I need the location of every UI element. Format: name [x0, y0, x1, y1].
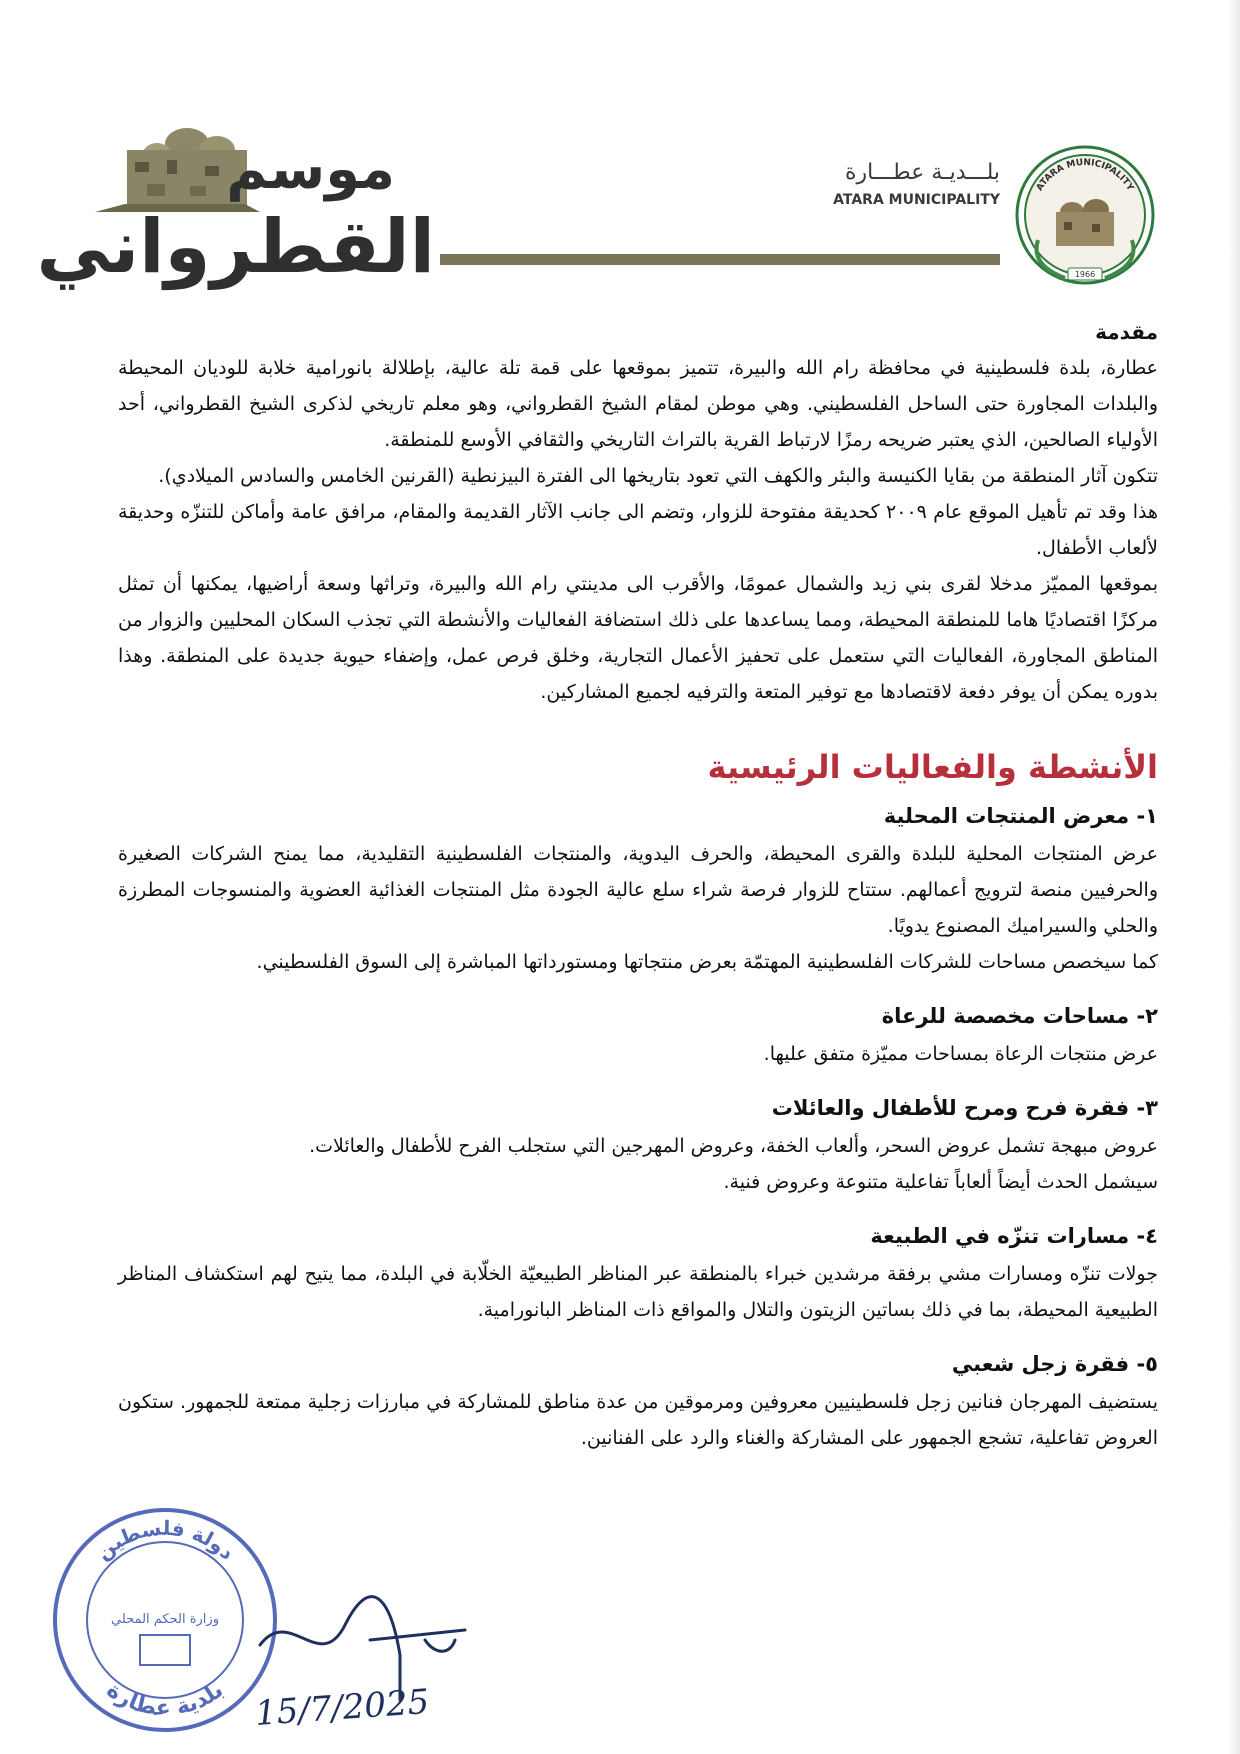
activity-nature-trails: [118, 1220, 1158, 1328]
municipality-emblem: [1010, 140, 1160, 290]
svg-text:بلدية عطارة: [102, 1678, 228, 1721]
activity-paragraph: يستضيف المهرجان فنانين زجل فلسطينيين معروفين ومرموقين من عدة مناطق للمشاركة في مبارزات زجلية ممتعة للجمهور. ستكون العروض تفاعلية، تشجع الجمهور على المشاركة والغناء والرد على الفنانين.: [118, 1391, 1158, 1450]
intro-paragraph: عطارة، بلدة فلسطينية في محافظة رام الله والبيرة، تتميز بموقعها على قمة تلة عالية، بإطلالة بانورامية خلابة للوديان المحيطة والبلدات المجاورة حتى الساحل الفلسطيني. وهي موطن لمقام الشيخ القطرواني، وهو معلم تاريخي لذكرى الشيخ القطرواني، أحد الأولياء الصالحين، الذي يعتبر ضريحه رمزًا لارتباط القرية بالتراث التاريخي والثقافي الأوسع للمنطقة.: [118, 357, 1158, 451]
activity-title: ٣- فقرة فرح ومرح للأطفال والعائلات: [771, 1096, 1158, 1121]
document-body: [118, 320, 1158, 1476]
activity-paragraph: عروض مبهجة تشمل عروض السحر، وألعاب الخفة، وعروض المهرجين التي ستجلب الفرح للأطفال والعائلات.: [309, 1135, 1158, 1158]
stamp-bottom-text: بلدية عطارة: [101, 1677, 229, 1722]
intro-paragraph: تتكون آثار المنطقة من بقايا الكنيسة والبئر والكهف التي تعود بتاريخها الى الفترة البيزنطية (القرنين الخامس والسادس الميلادي).: [158, 465, 1158, 487]
festival-logo-line1: موسم: [226, 137, 395, 202]
activity-title: ٤- مسارات تنزّه في الطبيعة: [870, 1224, 1158, 1249]
stamp-top-text: دولة فلسطين: [91, 1515, 240, 1565]
page-edge-shadow: [1228, 0, 1240, 1754]
intro-section: [118, 320, 1158, 710]
emblem-shrine-icon: [1056, 199, 1114, 246]
activity-title: ٢- مساحات مخصصة للرعاة: [881, 1004, 1158, 1029]
activity-paragraph: سيشمل الحدث أيضاً ألعاباً تفاعلية متنوعة وعروض فنية.: [723, 1171, 1158, 1194]
activity-kids-families: [118, 1092, 1158, 1200]
municipality-name-en: ATARA MUNICIPALITY: [833, 192, 1000, 209]
activity-paragraph: كما سيخصص مساحات للشركات الفلسطينية المهتمّة بعرض منتجاتها ومستورداتها المباشرة إلى السوق الفلسطيني.: [256, 951, 1158, 974]
activity-folk-zajal: [118, 1348, 1158, 1456]
activity-title: ٥- فقرة زجل شعبي: [951, 1352, 1158, 1377]
intro-title: مقدمة: [1095, 320, 1158, 344]
activity-local-products: [118, 800, 1158, 980]
activity-paragraph: جولات تنزّه ومسارات مشي برفقة مرشدين خبراء بالمنطقة عبر المناظر الطبيعيّة الخلّابة في البلدة، مما يتيح لهم استكشاف المناظر الطبيعية المحيطة، بما في ذلك بساتين الزيتون والتلال والمواقع ذات المناظر البانورامية.: [118, 1263, 1158, 1322]
emblem-year: 1966: [1074, 270, 1096, 279]
festival-logo-line2: القطرواني: [36, 204, 435, 290]
stamp-emblem-icon: [140, 1635, 190, 1665]
municipality-name: [790, 160, 1000, 208]
header-rule: [440, 254, 1000, 265]
emblem-ring-text: ATARA MUNICIPALITY: [1034, 157, 1136, 193]
municipality-name-ar: بلـــديـة عطـــارة: [844, 160, 1000, 185]
activity-paragraph: عرض منتجات الرعاة بمساحات مميّزة متفق عليها.: [763, 1043, 1158, 1066]
stamp-inner-text: وزارة الحكم المحلي: [111, 1612, 219, 1627]
activity-paragraph: عرض المنتجات المحلية للبلدة والقرى المحيطة، والحرف اليدوية، والمنتجات الفلسطينية التقليدية، مما يمنح الشركات الصغيرة والحرفيين منصة لترويج أعمالهم. ستتاح للزوار فرصة شراء سلع عالية الجودة مثل المنتجات الغذائية العضوية والمنسوجات المطرزة والحلي والسيراميك المصنوع يدويًا.: [118, 843, 1158, 938]
intro-paragraph: بموقعها المميّز مدخلا لقرى بني زيد والشمال عمومًا، والأقرب الى مدينتي رام الله والبيرة، وتراثها وسعة أراضيها، يمكنها أن تمثل مركزًا اقتصاديًا هاما للمنطقة المحيطة، ومما يساعدها على ذلك استضافة الفعاليات والأنشطة التي تجذب السكان المحليين والزوار من المناطق المجاورة، الفعاليات التي ستعمل على تحفيز الأعمال التجارية، وخلق فرص عمل، وإضفاء حيوية جديدة على المنطقة. وهذا بدوره يمكن أن يوفر دفعة لاقتصادها مع توفير المتعة والترفيه لجميع المشاركين.: [118, 573, 1158, 703]
intro-paragraph: هذا وقد تم تأهيل الموقع عام ٢٠٠٩ كحديقة مفتوحة للزوار، وتضم الى جانب الآثار القديمة والمقام، مرافق عامة وأماكن للتنزّه وحديقة لألعاب الأطفال.: [118, 501, 1158, 559]
festival-logo: [36, 100, 455, 300]
signature-date: 15/7/2025: [253, 1681, 431, 1735]
activities-title: الأنشطة والفعاليات الرئيسية: [707, 748, 1158, 786]
activity-sponsor-spaces: [118, 1000, 1158, 1072]
activity-title: ١- معرض المنتجات المحلية: [883, 804, 1158, 829]
